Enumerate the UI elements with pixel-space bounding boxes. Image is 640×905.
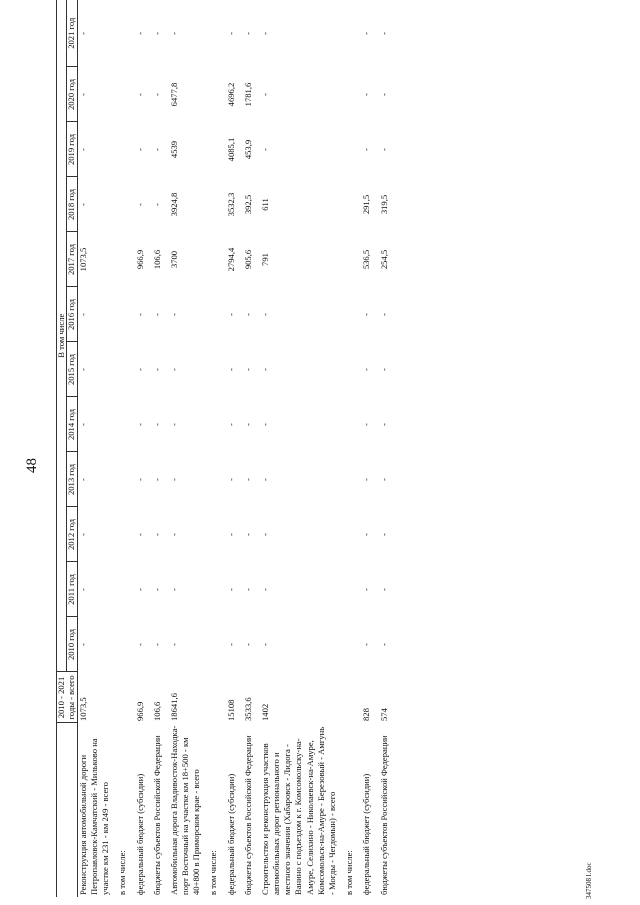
document-footer: 347508 l.doc (585, 862, 593, 899)
row-total: 15108 (225, 699, 236, 721)
year-value: 3700 (168, 250, 179, 269)
row-total (344, 672, 355, 723)
year-value (208, 177, 219, 232)
year-value: - (378, 32, 389, 35)
year-header: 2011 год (67, 562, 77, 617)
table-body (77, 0, 389, 897)
year-value: - (134, 313, 145, 316)
year-value: - (168, 588, 179, 591)
year-value (117, 507, 128, 562)
year-header: 2018 год (67, 177, 77, 232)
table-row (260, 0, 338, 897)
year-value: 4085,1 (225, 137, 236, 162)
year-value: - (134, 423, 145, 426)
table-row (152, 0, 163, 897)
total-label-1: 2010 - 2021 (56, 676, 66, 719)
year-header: 2012 год (67, 507, 77, 562)
year-value: - (242, 643, 253, 646)
year-value: - (151, 313, 162, 316)
year-value: - (378, 148, 389, 151)
year-value: - (168, 478, 179, 481)
year-value: - (259, 423, 270, 426)
year-value: - (259, 32, 270, 35)
year-value (117, 232, 128, 287)
year-value: - (77, 313, 88, 316)
year-value: - (242, 478, 253, 481)
year-value: - (225, 478, 236, 481)
row-name: Строительство и реконструкция участков автомобильных дорог регионального и местного значения (Хабаровск - Лидога - Ванино с подъездом к г. Комсомольску-на-Амуре, Селихино - Николаевск-на-Амуре, Комсомольск-на-Амуре - Березовый - Амгунь - Могды - Чегдомын) - всего (259, 726, 337, 895)
year-value: - (242, 423, 253, 426)
year-value: - (378, 313, 389, 316)
year-value: - (151, 478, 162, 481)
year-value: - (225, 368, 236, 371)
name-column-header (57, 723, 78, 897)
year-value: - (361, 478, 372, 481)
table-row (379, 0, 390, 897)
year-value: - (225, 32, 236, 35)
year-value: - (259, 643, 270, 646)
year-value (344, 507, 355, 562)
year-value: - (378, 588, 389, 591)
row-total: 966,9 (134, 701, 145, 721)
year-value: - (361, 533, 372, 536)
year-value: 6477,8 (168, 82, 179, 107)
row-name: Автомобильная дорога Владивосток-Находка-порт Восточный на участке км 18+500 - км 40+800 в Приморском крае - всего (168, 725, 202, 895)
year-value: 291,5 (361, 194, 372, 215)
year-value: 3924,8 (168, 192, 179, 217)
year-value (344, 562, 355, 617)
year-value: - (168, 423, 179, 426)
year-value (117, 287, 128, 342)
year-value: 905,6 (242, 249, 253, 270)
row-name: Реконструкция автомобильной дороги Петропавловск-Камчатский - Мильково на участке км 231 - км 249 - всего (77, 738, 111, 895)
year-value (344, 397, 355, 452)
year-value (344, 0, 355, 67)
year-value: - (259, 368, 270, 371)
year-value: - (134, 32, 145, 35)
year-value: - (151, 148, 162, 151)
row-total (208, 672, 219, 723)
year-value: - (134, 93, 145, 96)
year-value: - (77, 643, 88, 646)
year-value: - (77, 368, 88, 371)
year-value: - (168, 368, 179, 371)
year-value: - (378, 93, 389, 96)
year-value (208, 452, 219, 507)
year-value: - (225, 533, 236, 536)
year-value: - (378, 478, 389, 481)
table-row (243, 0, 254, 897)
year-value: - (151, 643, 162, 646)
year-value (208, 617, 219, 672)
year-value: - (151, 533, 162, 536)
year-value (208, 342, 219, 397)
total-label-2: годы - всего (67, 672, 77, 723)
year-value: - (134, 203, 145, 206)
year-value: - (225, 313, 236, 316)
year-value: - (151, 588, 162, 591)
year-value: - (134, 643, 145, 646)
year-value (117, 452, 128, 507)
year-header: 2014 год (67, 397, 77, 452)
year-value: - (77, 32, 88, 35)
year-value: 791 (259, 253, 270, 266)
year-value: - (225, 423, 236, 426)
year-value: - (361, 368, 372, 371)
year-value (344, 232, 355, 287)
row-total: 106,6 (151, 701, 162, 721)
year-value: - (259, 148, 270, 151)
table-row (117, 0, 128, 897)
row-name: в том числе: (208, 850, 219, 895)
year-value (344, 287, 355, 342)
year-value: - (361, 643, 372, 646)
year-value: 392,5 (242, 194, 253, 215)
year-value: - (134, 533, 145, 536)
year-value (117, 0, 128, 67)
year-value (117, 562, 128, 617)
year-value: - (151, 93, 162, 96)
row-total: 574 (378, 708, 389, 721)
year-header: 2010 год (67, 617, 77, 672)
year-value: 319,5 (378, 194, 389, 215)
year-value: - (378, 643, 389, 646)
year-header: 2016 год (67, 287, 77, 342)
year-value: - (168, 32, 179, 35)
year-value (208, 507, 219, 562)
row-total (117, 672, 128, 723)
year-value: - (242, 313, 253, 316)
year-value: - (151, 368, 162, 371)
year-value: - (361, 93, 372, 96)
year-value: - (259, 533, 270, 536)
row-total: 3533,6 (242, 697, 253, 721)
year-value: - (168, 313, 179, 316)
year-value: - (378, 423, 389, 426)
budget-table (56, 0, 390, 897)
row-name: федеральный бюджет (субсидии) (225, 773, 236, 895)
year-value: 1781,6 (242, 82, 253, 107)
year-value: - (242, 588, 253, 591)
year-value (208, 67, 219, 122)
year-value: - (242, 533, 253, 536)
group-header: В том числе (57, 0, 67, 672)
year-value: - (151, 423, 162, 426)
year-value (117, 342, 128, 397)
table-row (169, 0, 203, 897)
table-row (77, 0, 111, 897)
year-value: - (259, 93, 270, 96)
year-value (117, 67, 128, 122)
year-value: 4539 (168, 140, 179, 159)
table-row (208, 0, 219, 897)
year-value (208, 0, 219, 67)
year-value (208, 122, 219, 177)
year-value: - (134, 478, 145, 481)
row-total: 828 (361, 708, 372, 721)
year-header: 2015 год (67, 342, 77, 397)
year-value (117, 177, 128, 232)
year-header: 2013 год (67, 452, 77, 507)
year-value (344, 177, 355, 232)
year-value: 3532,3 (225, 192, 236, 217)
row-name: бюджеты субъектов Российской Федерации (151, 735, 162, 895)
row-name: федеральный бюджет (субсидии) (134, 773, 145, 895)
year-value: - (77, 203, 88, 206)
year-value: - (259, 313, 270, 316)
year-value: - (225, 588, 236, 591)
year-value (344, 122, 355, 177)
year-value: - (134, 588, 145, 591)
year-value: 536,5 (361, 249, 372, 270)
year-value: - (134, 368, 145, 371)
year-value (208, 232, 219, 287)
year-value (344, 617, 355, 672)
year-value: 106,6 (151, 249, 162, 270)
row-total: 18641,6 (168, 693, 179, 721)
table-row (344, 0, 355, 897)
year-value: - (242, 32, 253, 35)
year-value (208, 562, 219, 617)
table-row (361, 0, 372, 897)
year-value: 453,9 (242, 139, 253, 160)
year-value (344, 452, 355, 507)
year-value: - (361, 588, 372, 591)
year-value: - (361, 32, 372, 35)
year-value: 254,5 (378, 249, 389, 270)
year-value: - (77, 588, 88, 591)
year-header: 2021 год (67, 0, 77, 67)
year-value: - (361, 148, 372, 151)
year-header: 2019 год (67, 122, 77, 177)
year-value (344, 67, 355, 122)
year-value: 2794,4 (225, 247, 236, 272)
year-header: 2020 год (67, 67, 77, 122)
row-name: бюджеты субъектов Российской Федерации (242, 735, 253, 895)
year-value: - (168, 643, 179, 646)
year-value: - (259, 588, 270, 591)
year-header: 2017 год (67, 232, 77, 287)
row-total: 1402 (259, 703, 270, 721)
page-number: 48 (24, 458, 40, 473)
year-value (117, 397, 128, 452)
year-value: - (77, 533, 88, 536)
year-value (117, 122, 128, 177)
year-value: - (378, 368, 389, 371)
year-value: - (259, 478, 270, 481)
row-name: федеральный бюджет (субсидии) (361, 773, 372, 895)
year-value: - (242, 368, 253, 371)
year-value: 1073,5 (77, 247, 88, 272)
year-value: - (77, 93, 88, 96)
year-value (117, 617, 128, 672)
year-value: - (77, 423, 88, 426)
year-value: - (225, 643, 236, 646)
year-value: - (361, 423, 372, 426)
year-value: 611 (259, 198, 270, 211)
year-value: - (168, 533, 179, 536)
year-value (344, 342, 355, 397)
year-value (208, 287, 219, 342)
table-row (135, 0, 146, 897)
year-value: - (151, 203, 162, 206)
year-value: - (77, 478, 88, 481)
row-name: в том числе: (117, 850, 128, 895)
year-value: 966,9 (134, 249, 145, 270)
year-value: - (378, 533, 389, 536)
year-value: - (151, 32, 162, 35)
year-value: - (77, 148, 88, 151)
year-value: 4696,2 (225, 82, 236, 107)
year-value (208, 397, 219, 452)
row-name: в том числе: (344, 850, 355, 895)
year-value: - (134, 148, 145, 151)
year-value: - (361, 313, 372, 316)
row-total: 1073,5 (77, 697, 88, 721)
table-row (226, 0, 237, 897)
row-name: бюджеты субъектов Российской Федерации (378, 735, 389, 895)
